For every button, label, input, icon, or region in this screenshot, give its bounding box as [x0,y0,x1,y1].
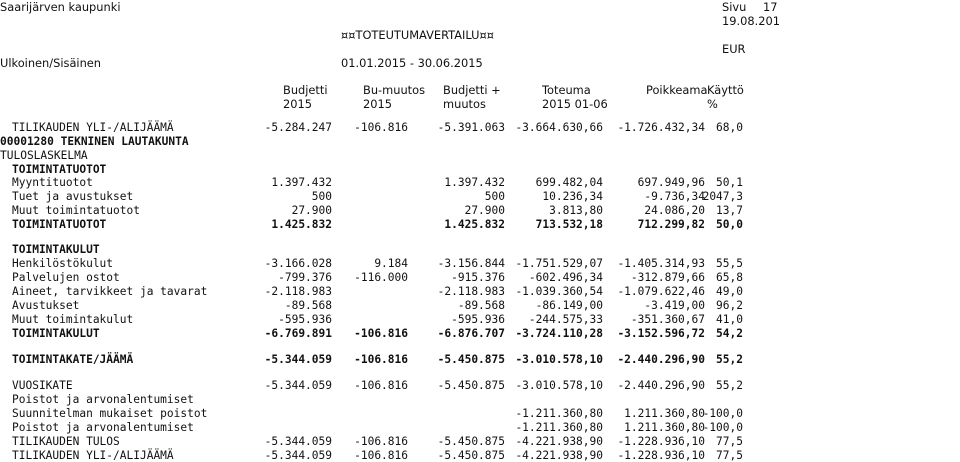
row-value-col4: -3.724.110,28 [515,327,603,340]
row-value-col4: 10.236,34 [542,190,603,203]
row-label: TOIMINTATUOTOT [12,163,107,176]
row-value-col6: 77,5 [716,449,743,462]
row-value-col1: -3.166.028 [264,257,332,270]
col-header-usage-unit: % [707,97,718,111]
row-value-col1: -799.376 [278,271,332,284]
row-value-col6: 41,0 [716,313,743,326]
row-value-col6: 55,2 [716,379,743,392]
row-value-col6: 77,5 [716,435,743,448]
row-label: Palvelujen ostot [12,271,120,284]
row-value-col5: -1.228.936,10 [617,435,705,448]
col-header-budget-year: 2015 [283,97,312,111]
row-value-col4: -602.496,34 [528,271,603,284]
page-number: 17 [763,0,778,14]
row-label: 00001280 TEKNINEN LAUTAKUNTA [0,135,189,148]
row-value-col2: -106.816 [354,327,408,340]
row-value-col1: -5.344.059 [264,449,332,462]
row-value-col2: -106.816 [354,121,408,134]
city-name: Saarijärven kaupunki [0,0,121,14]
row-value-col4: -3.664.630,66 [515,121,603,134]
row-value-col2: -116.000 [354,271,408,284]
row-value-col6: 2047,3 [702,190,743,203]
col-header-usage: Käyttö [707,83,744,97]
row-value-col4: -3.010.578,10 [515,379,603,392]
row-label: Muut toimintatuotot [12,204,140,217]
row-value-col1: 500 [311,190,332,203]
row-value-col5: 697.949,96 [637,176,705,189]
col-header-change-year: 2015 [363,97,392,111]
row-value-col6: 50,1 [716,176,743,189]
row-value-col5: -2.440.296,90 [617,379,705,392]
row-value-col5: 712.299,82 [637,218,705,231]
row-value-col5: 1.211.360,80 [624,421,705,434]
row-label: TOIMINTAKULUT [12,327,100,340]
row-value-col2: -106.816 [354,379,408,392]
row-value-col6: -100,0 [702,421,743,434]
row-label: TULOSLASKELMA [0,149,88,162]
row-label: Avustukset [12,299,80,312]
row-label: Myyntituotot [12,176,93,189]
row-value-col1: -5.344.059 [264,379,332,392]
col-header-actual-period: 2015 01-06 [542,97,608,111]
row-label: TILIKAUDEN TULOS [12,435,120,448]
row-label: TILIKAUDEN YLI-/ALIJÄÄMÄ [12,449,174,462]
row-value-col6: 65,8 [716,271,743,284]
row-label: TILIKAUDEN YLI-/ALIJÄÄMÄ [12,121,174,134]
row-value-col1: -89.568 [284,299,332,312]
row-label: Tuet ja avustukset [12,190,134,203]
row-value-col1: 27.900 [291,204,332,217]
row-value-col6: 13,7 [716,204,743,217]
row-value-col5: -2.440.296,90 [617,353,705,366]
row-value-col3: -5.450.875 [437,353,505,366]
row-value-col1: -5.344.059 [264,435,332,448]
row-value-col5: -1.405.314,93 [617,257,705,270]
row-value-col4: -244.575,33 [528,313,603,326]
period-label: 01.01.2015 - 30.06.2015 [341,56,483,70]
row-value-col5: -9.736,34 [644,190,705,203]
row-value-col2: -106.816 [354,449,408,462]
row-value-col5: -1.079.622,46 [617,285,705,298]
row-value-col6: 50,0 [716,218,743,231]
col-header-budget: Budjetti [283,83,328,97]
row-label: Suunnitelman mukaiset poistot [12,407,208,420]
row-value-col4: -86.149,00 [535,299,603,312]
col-header-variance: Poikkeama [646,83,708,97]
row-value-col6: 55,5 [716,257,743,270]
col-header-actual: Toteuma [542,83,591,97]
row-value-col4: -1.211.360,80 [515,407,603,420]
row-label: VUOSIKATE [12,379,73,392]
row-value-col3: -89.568 [457,299,505,312]
row-value-col3: -6.876.707 [437,327,505,340]
row-value-col5: 24.086,20 [644,204,705,217]
row-value-col5: -3.152.596,72 [617,327,705,340]
row-value-col5: 1.211.360,80 [624,407,705,420]
scope-label: Ulkoinen/Sisäinen [0,56,102,70]
row-value-col1: -595.936 [278,313,332,326]
row-value-col6: -100,0 [702,407,743,420]
row-label: TOIMINTAKULUT [12,243,100,256]
row-value-col6: 49,0 [716,285,743,298]
row-label: Poistot ja arvonalentumiset [12,421,194,434]
row-value-col6: 55,2 [716,353,743,366]
row-value-col4: -1.211.360,80 [515,421,603,434]
row-value-col4: 699.482,04 [535,176,603,189]
row-value-col1: -5.344.059 [264,353,332,366]
row-label: Muut toimintakulut [12,313,134,326]
row-value-col4: -1.751.529,07 [515,257,603,270]
row-value-col4: -1.039.360,54 [515,285,603,298]
row-value-col5: -3.419,00 [644,299,705,312]
col-header-budget-plus-2: muutos [443,97,486,111]
row-value-col2: 9.184 [374,257,408,270]
row-value-col3: 1.425.832 [444,218,505,231]
col-header-budget-plus: Budjetti + [443,83,501,97]
row-value-col3: -915.376 [451,271,505,284]
row-value-col5: -1.228.936,10 [617,449,705,462]
row-value-col4: -3.010.578,10 [515,353,603,366]
row-value-col6: 68,0 [716,121,743,134]
row-value-col1: 1.425.832 [271,218,332,231]
row-value-col5: -312.879,66 [630,271,705,284]
row-value-col6: 96,2 [716,299,743,312]
page-label: Sivu [722,0,747,14]
row-value-col1: 1.397.432 [271,176,332,189]
row-value-col5: -351.360,67 [630,313,705,326]
row-value-col3: -5.391.063 [437,121,505,134]
row-value-col1: -6.769.891 [264,327,332,340]
row-value-col3: -3.156.844 [437,257,505,270]
row-value-col3: -5.450.875 [437,435,505,448]
row-label: TOIMINTAKATE/JÄÄMÄ [12,353,134,366]
row-value-col3: 27.900 [464,204,505,217]
row-value-col2: -106.816 [354,435,408,448]
report-title: ¤¤TOTEUTUMAVERTAILU¤¤ [341,28,495,42]
row-value-col1: -2.118.983 [264,285,332,298]
row-value-col3: -2.118.983 [437,285,505,298]
currency-label: EUR [722,42,746,56]
row-value-col3: -5.450.875 [437,449,505,462]
row-value-col5: -1.726.432,34 [617,121,705,134]
row-value-col4: -4.221.938,90 [515,435,603,448]
row-label: Aineet, tarvikkeet ja tavarat [12,285,208,298]
row-value-col1: -5.284.247 [264,121,332,134]
report-date: 19.08.201 [722,14,780,28]
row-value-col3: 500 [484,190,505,203]
row-label: TOIMINTATUOTOT [12,218,107,231]
row-label: Poistot ja arvonalentumiset [12,393,194,406]
row-value-col2: -106.816 [354,353,408,366]
col-header-change: Bu-muutos [363,83,426,97]
row-value-col4: 713.532,18 [535,218,603,231]
row-value-col4: -4.221.938,90 [515,449,603,462]
row-value-col3: -595.936 [451,313,505,326]
row-value-col4: 3.813,80 [549,204,603,217]
row-value-col3: -5.450.875 [437,379,505,392]
row-value-col3: 1.397.432 [444,176,505,189]
row-label: Henkilöstökulut [12,257,114,270]
row-value-col6: 54,2 [716,327,743,340]
